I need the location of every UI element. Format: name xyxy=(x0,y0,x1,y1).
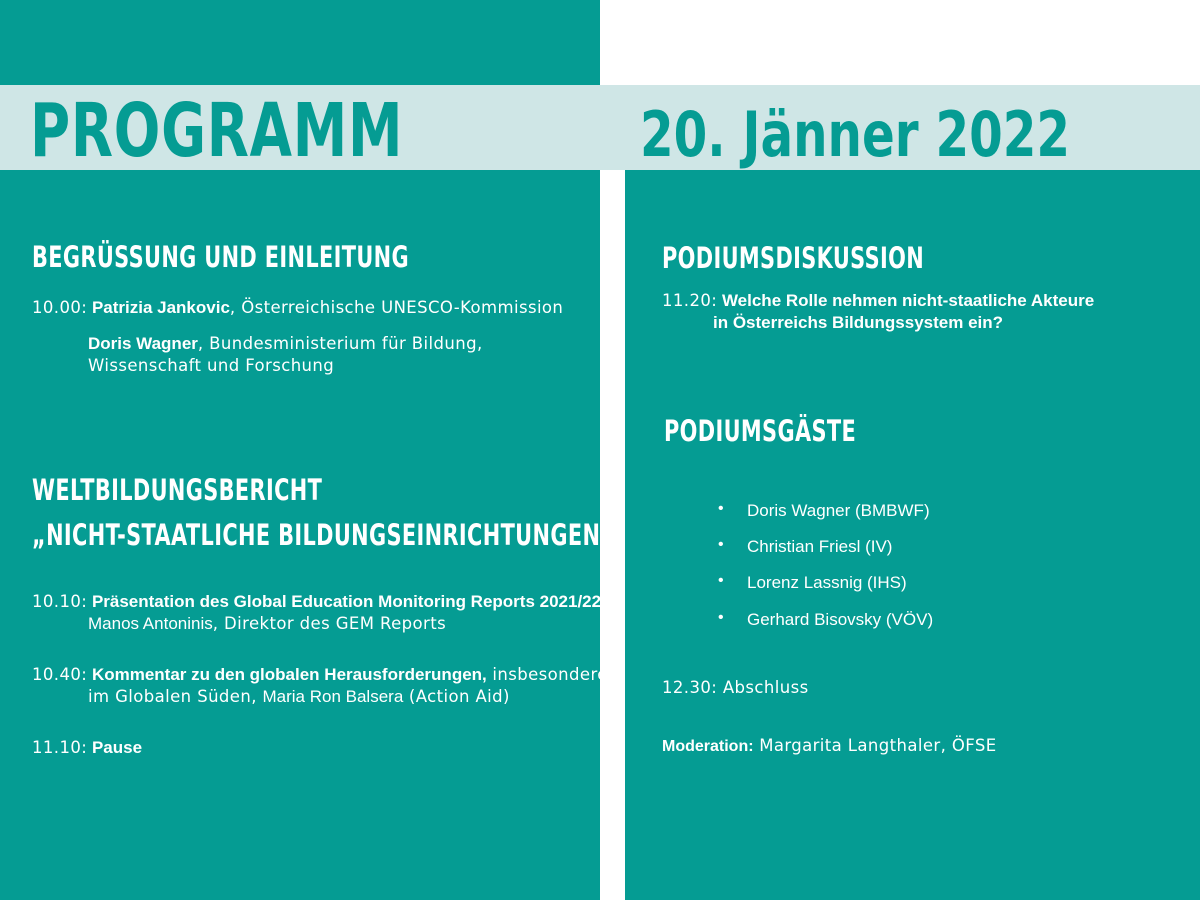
event-date: 20. Jänner 2022 xyxy=(640,98,1071,171)
bullet-icon: • xyxy=(718,536,724,553)
agenda-title: Welche Rolle nehmen nicht-staatliche Akteure xyxy=(721,291,1095,310)
speaker-org: (Action Aid) xyxy=(403,687,510,706)
speaker-role: , Direktor des GEM Reports xyxy=(212,614,447,633)
agenda-item-1000 xyxy=(32,297,563,319)
agenda-time: 11.10: xyxy=(32,738,88,757)
page-title: PROGRAMM xyxy=(30,88,404,174)
agenda-title-cont: im Globalen Süden, xyxy=(88,687,263,706)
agenda-title: Kommentar zu den globalen Herausforderungen, xyxy=(91,665,487,684)
agenda-title: Pause xyxy=(91,738,143,757)
agenda-time: 10.00: xyxy=(32,298,88,317)
bullet-icon: • xyxy=(718,500,724,517)
bullet-icon: • xyxy=(718,572,724,589)
agenda-title: Präsentation des Global Education Monitoring Reports 2021/22 xyxy=(91,592,602,611)
speaker-name: Manos Antoninis xyxy=(88,614,213,633)
section-heading-guests: PODIUMSGÄSTE xyxy=(664,414,857,448)
speaker-affiliation-cont: Wissenschaft und Forschung xyxy=(88,356,335,375)
agenda-closing: 12.30: Abschluss xyxy=(662,678,809,697)
agenda-time: 10.40: xyxy=(32,665,88,684)
speaker-name: Doris Wagner xyxy=(88,334,198,353)
agenda-item-1010 xyxy=(32,591,601,635)
agenda-item-1040 xyxy=(32,664,608,708)
right-panel xyxy=(625,85,1200,900)
speaker-affiliation: , Österreichische UNESCO-Kommission xyxy=(229,298,564,317)
speaker-name: Patrizia Jankovic xyxy=(91,298,230,317)
agenda-item-1110 xyxy=(32,737,142,759)
section-heading-panel: PODIUMSDISKUSSION xyxy=(662,241,925,275)
section-heading-report-2: „NICHT-STAATLICHE BILDUNGSEINRICHTUNGEN" xyxy=(32,518,612,552)
agenda-time: 11.20: xyxy=(662,291,718,310)
section-heading-report-1: WELTBILDUNGSBERICHT xyxy=(32,473,323,507)
bullet-icon: • xyxy=(718,609,724,626)
moderator-name: Margarita Langthaler, ÖFSE xyxy=(753,736,997,755)
guest-item: Gerhard Bisovsky (VÖV) xyxy=(747,610,934,629)
guest-item: Christian Friesl (IV) xyxy=(747,537,893,556)
section-heading-welcome: BEGRÜSSUNG UND EINLEITUNG xyxy=(32,240,410,274)
agenda-item-1120 xyxy=(662,290,1094,334)
moderation-label: Moderation: xyxy=(662,738,754,755)
guest-item: Doris Wagner (BMBWF) xyxy=(747,501,930,520)
speaker-name: Maria Ron Balsera xyxy=(262,687,404,706)
agenda-time: 10.10: xyxy=(32,592,88,611)
agenda-subitem-wagner xyxy=(88,333,483,377)
moderation-line xyxy=(662,735,997,758)
agenda-title-cont: in Österreichs Bildungssystem ein? xyxy=(713,313,1004,332)
speaker-affiliation: , Bundesministerium für Bildung, xyxy=(197,334,483,353)
guest-item: Lorenz Lassnig (IHS) xyxy=(747,573,907,592)
agenda-title-rest: insbesondere xyxy=(486,665,608,684)
